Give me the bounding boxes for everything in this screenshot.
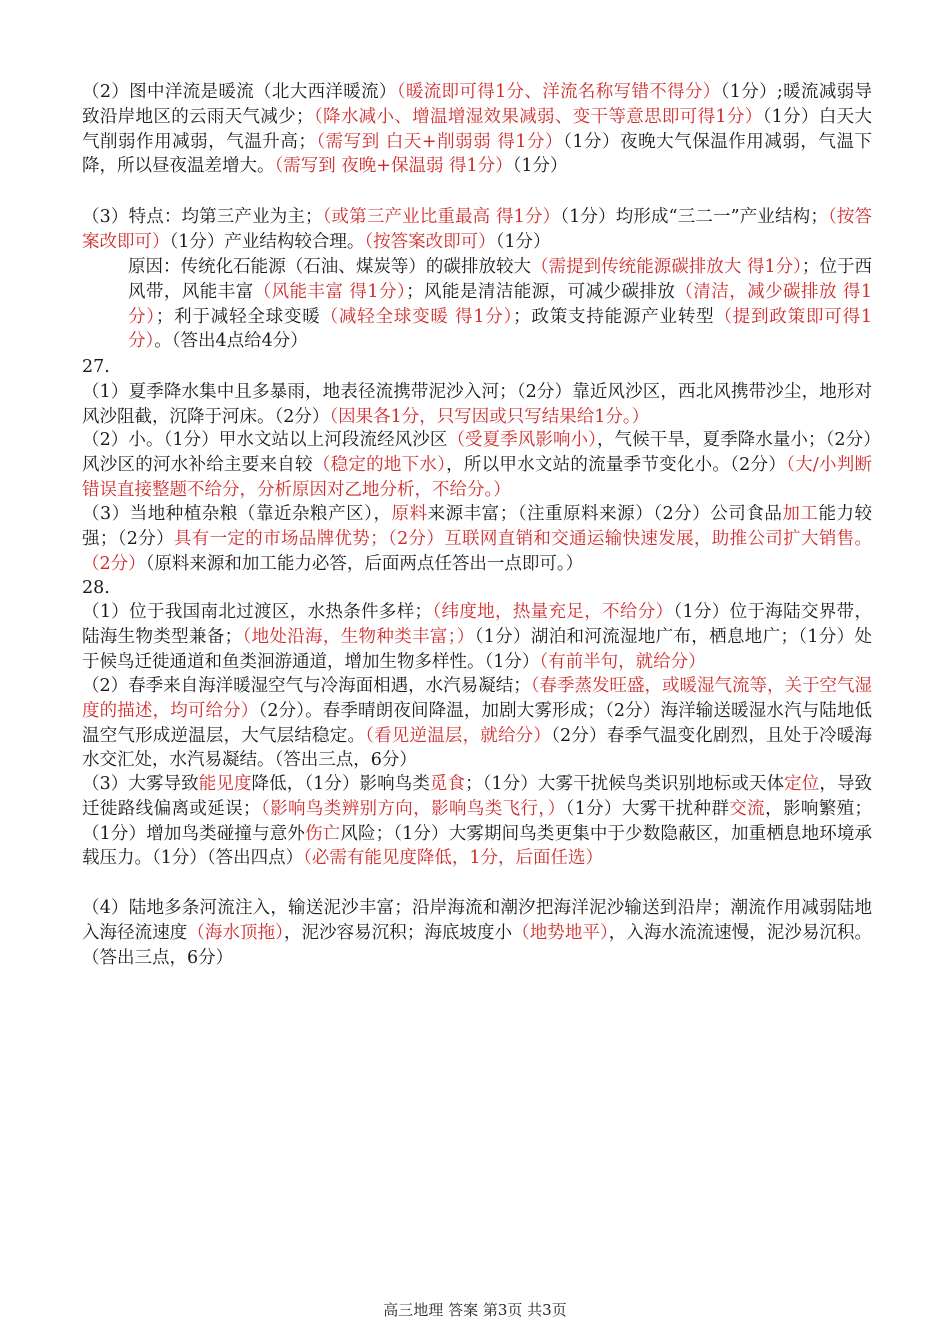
grading-note: （看见逆温层，就给分） [365,725,552,746]
answer-text: ；政策支持能源产业转型 [513,306,715,327]
answer-text: （1分） [495,231,551,252]
answer-text: （1分）产业结构较合理。 [169,231,365,252]
grading-note: （需写到 夜晚+保温弱 得1分） [274,156,513,177]
answer-text: ，泥沙容易沉积；海底坡度小 [283,922,513,943]
answer-text: ；利于减轻全球变暖 [155,306,321,327]
grading-note: （大/小判断错误直接整题不给分，分析原因对乙地分析，不给分。） [82,454,873,500]
grading-note: （暖流即可得1分、洋流名称写错不得分） [396,82,721,102]
grading-note: （地处沿海，生物种类丰富；） [242,626,475,647]
answer-text: 来源丰富；（注重原料来源）（2分）公司食品 [427,504,783,524]
q26-part3-features [82,205,872,255]
answer-text: （2分）春季气温变化剧烈，且处于冷暖海水交汇处，水汽易凝结。（答出三点，6分） [82,725,873,771]
q26-part2 [82,80,872,179]
grading-note: 能见度 [198,774,252,794]
grading-note: （或第三产业比重最高 得1分） [322,207,561,227]
q28-part3 [82,772,872,871]
answer-text: （1分）夜晚大气保温作用减弱，气温下降，所以昼夜温差增大。 [82,131,872,177]
answer-text: 降低，（1分）影响鸟类 [251,774,430,794]
grading-note: 交流 [729,798,766,819]
answer-text: （1分）均形成“三二一”产业结构； [560,207,828,227]
grading-note: （影响鸟类辨别方向，影响鸟类飞行，） [260,798,566,819]
grading-note: 定位 [784,774,820,794]
question-28-number: 28. [82,578,110,598]
answer-text: ，所以甲水文站的流量季节变化小。（2分） [446,454,787,475]
answer-text: ，导致迁徙路线偏离或延误； [82,774,873,819]
q28-part1 [82,600,872,674]
grading-note: 觅食 [429,774,466,794]
grading-note: （按答案改即可） [82,207,873,252]
grading-note: （按答案改即可） [364,231,496,252]
grading-note: （减轻全球变暖 得1分） [320,306,514,327]
grading-note: （需提到传统能源碳排放大 得1分） [531,257,802,277]
answer-text: ，气候干旱，夏季降水量小；（2分）风沙区的河水补给主要来自较 [82,430,872,475]
answer-text: 能力较强；（2分） [82,504,873,549]
answer-text: ，影响繁殖；（1分）增加鸟类碰撞与意外 [82,798,873,844]
answer-text: （1）位于我国南北过渡区，水热条件多样； [82,602,433,622]
answer-text: ；风能是清洁能源，可减少碳排放 [406,281,676,302]
grading-note: （春季蒸发旺盛，或暖湿气流等，关于空气湿度的描述，均可给分） [82,676,873,721]
grading-note: （提到政策即可得1分） [128,306,873,352]
answer-text: （1分）湖泊和河流湿地广布，栖息地广；（1分）处于候鸟迁徙通道和鱼类洄游通道，增加生物多样性。（1分） [82,626,873,672]
q28-part4 [82,896,872,970]
answer-text: （1分） [512,156,568,177]
grading-note: （纬度地，热量充足，不给分） [432,602,674,622]
answer-text: （1分）白天大气削弱作用减弱，气温升高； [82,106,872,152]
answer-text: ，入海水流流速慢，泥沙易沉积。（答出三点，6分） [82,922,873,968]
grading-note: （受夏季风影响小） [447,430,597,450]
grading-note: （因果各1分，只写因或只写结果给1分。） [329,406,650,427]
answer-text: ；（1分）大雾干扰候鸟类识别地标或天体 [465,774,785,794]
q26-part3-reasons [128,255,872,354]
answer-text: （2）图中洋流是暖流（北大西洋暖流） [82,82,397,102]
answer-text: （1分）位于海陆交界带，陆海生物类型兼备； [82,602,872,647]
answer-text: 原因：传统化石能源（石油、煤炭等）的碳排放较大 [128,257,532,277]
grading-note: 加工 [782,504,819,524]
grading-note: （地势地平） [512,922,609,943]
answer-text: （1分）大雾干扰种群 [565,798,730,819]
q28-part2 [82,674,872,773]
answer-text: （3）特点：均第三产业为主； [82,207,323,227]
answer-text: ；位于西风带，风能丰富 [128,257,872,302]
grading-note: （需写到 白天+削弱弱 得1分） [315,131,564,152]
answer-text: （1）夏季降水集中且多暴雨，地表径流携带泥沙入河；（2分）靠近风沙区，西北风携带沙尘，地形对风沙阻截，沉降于河床。（2分） [82,382,872,427]
answer-text: （原料来源和加工能力必答，后面两点任答出一点即可。） [145,553,584,574]
grading-note: 伤亡 [305,823,341,844]
question-27-number: 27. [82,357,110,377]
grading-note: （海水顶拖） [187,922,284,943]
grading-note: 原料 [391,504,428,524]
q27-part1 [82,380,872,430]
grading-note: （风能丰富 得1分） [253,281,407,302]
answer-text: （1分）;暖流减弱导致沿岸地区的云雨天气减少； [82,82,873,127]
q27-part2 [82,428,872,502]
answer-text: 风险；（1分）大雾期间鸟类更集中于少数隐蔽区，加重栖息地环境承载压力。（1分）（答出四点） [82,823,873,869]
answer-text: （4）陆地多条河流注入，输送泥沙丰富；沿岸海流和潮汐把海洋泥沙输送到沿岸；潮流作用减弱陆地入海径流速度 [82,898,872,943]
grading-note: （清洁，减少碳排放 得1分） [128,281,873,327]
q27-part3 [82,502,872,576]
grading-note: 具有一定的市场品牌优势；（2分）互联网直销和交通运输快速发展，助推公司扩大销售。（2分） [82,528,872,574]
page-footer: 高三地理 答案 第3页 共3页 [383,1301,567,1319]
answer-text: （3）当地种植杂粮（靠近杂粮产区）， [82,504,392,524]
answer-text: 。（答出4点给4分） [154,331,308,352]
grading-note: （有前半句，就给分） [539,651,706,672]
grading-note: （降水减小、增温增湿效果减弱、变干等意思即可得1分） [313,106,763,127]
answer-text: （2）春季来自海洋暖湿空气与冷海面相遇，水汽易凝结； [82,676,531,696]
answer-text: （2）小。（1分）甲水文站以上河段流经风沙区 [82,430,448,450]
answer-text: （3）大雾导致 [82,774,199,794]
grading-note: （稳定的地下水） [312,454,447,475]
answer-text: （2分）。春季晴朗夜间降温，加剧大雾形成；（2分）海洋输送暖湿水汽与陆地低温空气形成逆温层，大气层结稳定。 [82,700,873,746]
grading-note: （必需有能见度降低，1分，后面任选） [303,848,604,869]
